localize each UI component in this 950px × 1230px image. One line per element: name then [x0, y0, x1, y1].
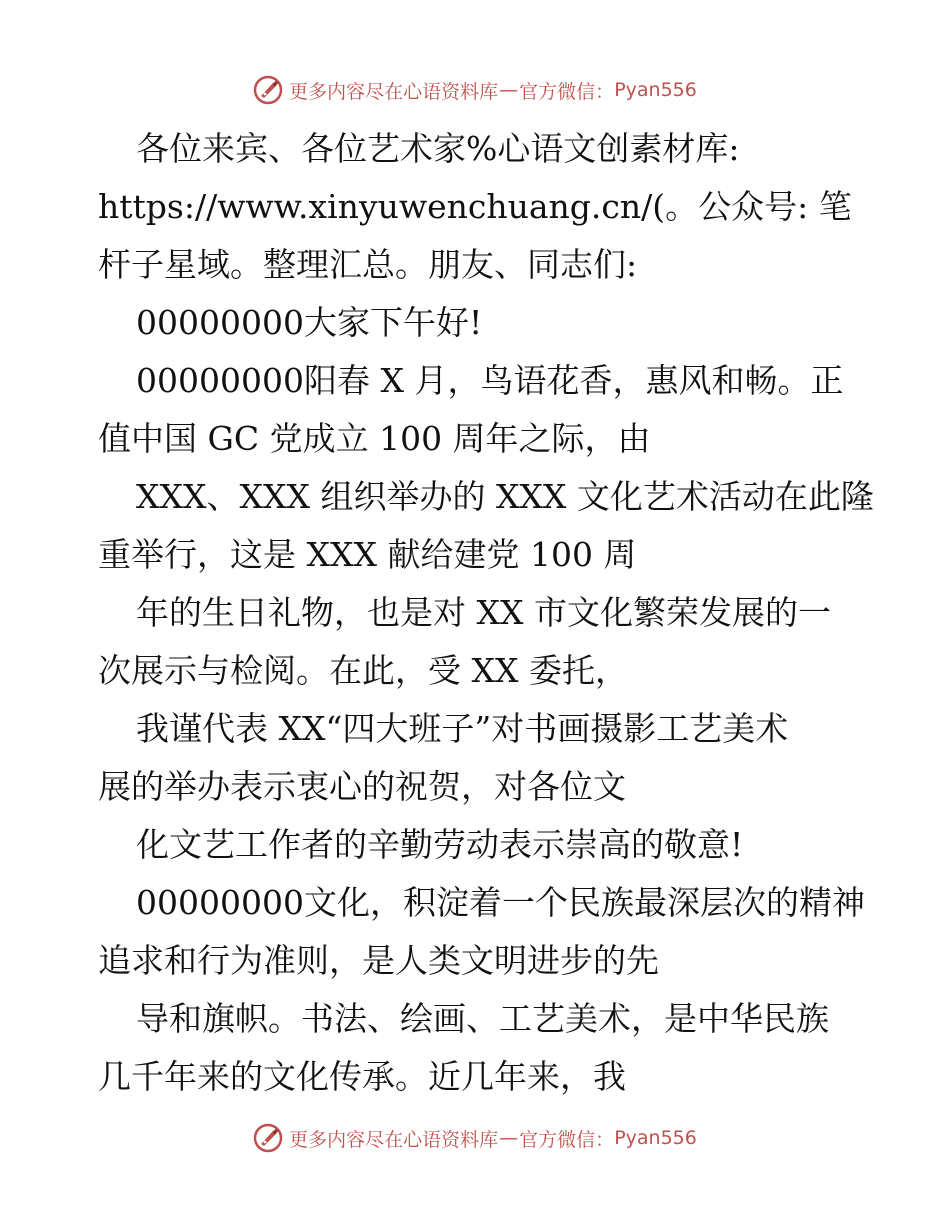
body-line: https://www.xinyuwenchuang.cn/(。公众号: 笔: [98, 187, 852, 226]
header-separator: —: [499, 79, 519, 101]
header-wechat-label: 官方微信：: [519, 80, 615, 103]
pen-nib-logo-icon: [253, 1123, 283, 1153]
header-banner: [0, 70, 950, 110]
pen-nib-logo-icon: [253, 75, 283, 105]
header-wechat-handle: Pyan556: [614, 79, 697, 101]
body-line: 导和旗帜。书法、绘画、工艺美术，是中华民族: [136, 999, 829, 1038]
body-line: 00000000大家下午好!: [136, 303, 483, 342]
body-line: 各位来宾、各位艺术家%心语文创素材库:: [136, 129, 740, 168]
body-line: 我谨代表 XX“四大班子”对书画摄影工艺美术: [136, 709, 789, 748]
body-line: 年的生日礼物，也是对 XX 市文化繁荣发展的一: [136, 593, 831, 632]
body-line: 重举行，这是 XXX 献给建党 100 周: [98, 535, 637, 574]
body-line: 00000000阳春 X 月，鸟语花香，惠风和畅。正: [136, 361, 844, 400]
footer-site-text: 更多内容尽在心语资料库: [289, 1128, 499, 1151]
header-site-text: 更多内容尽在心语资料库: [289, 80, 499, 103]
footer-banner: [0, 1118, 950, 1158]
body-line: 几千年来的文化传承。近几年来，我: [98, 1057, 626, 1096]
footer-wechat-handle: Pyan556: [614, 1127, 697, 1149]
body-line: 杆子星域。整理汇总。朋友、同志们:: [98, 245, 638, 284]
body-line: 化文艺工作者的辛勤劳动表示崇高的敬意!: [136, 825, 744, 864]
body-line: 00000000文化，积淀着一个民族最深层次的精神: [136, 883, 865, 922]
body-line: 次展示与检阅。在此，受 XX 委托，: [98, 651, 628, 690]
footer-wechat-label: 官方微信：: [519, 1128, 615, 1151]
footer-separator: —: [499, 1127, 519, 1149]
body-line: 值中国 GC 党成立 100 周年之际，由: [98, 419, 651, 458]
document-body: [98, 120, 878, 1106]
body-line: 追求和行为准则，是人类文明进步的先: [98, 941, 659, 980]
body-line: XXX、XXX 组织举办的 XXX 文化艺术活动在此隆: [136, 477, 874, 516]
body-line: 展的举办表示衷心的祝贺，对各位文: [98, 767, 626, 806]
